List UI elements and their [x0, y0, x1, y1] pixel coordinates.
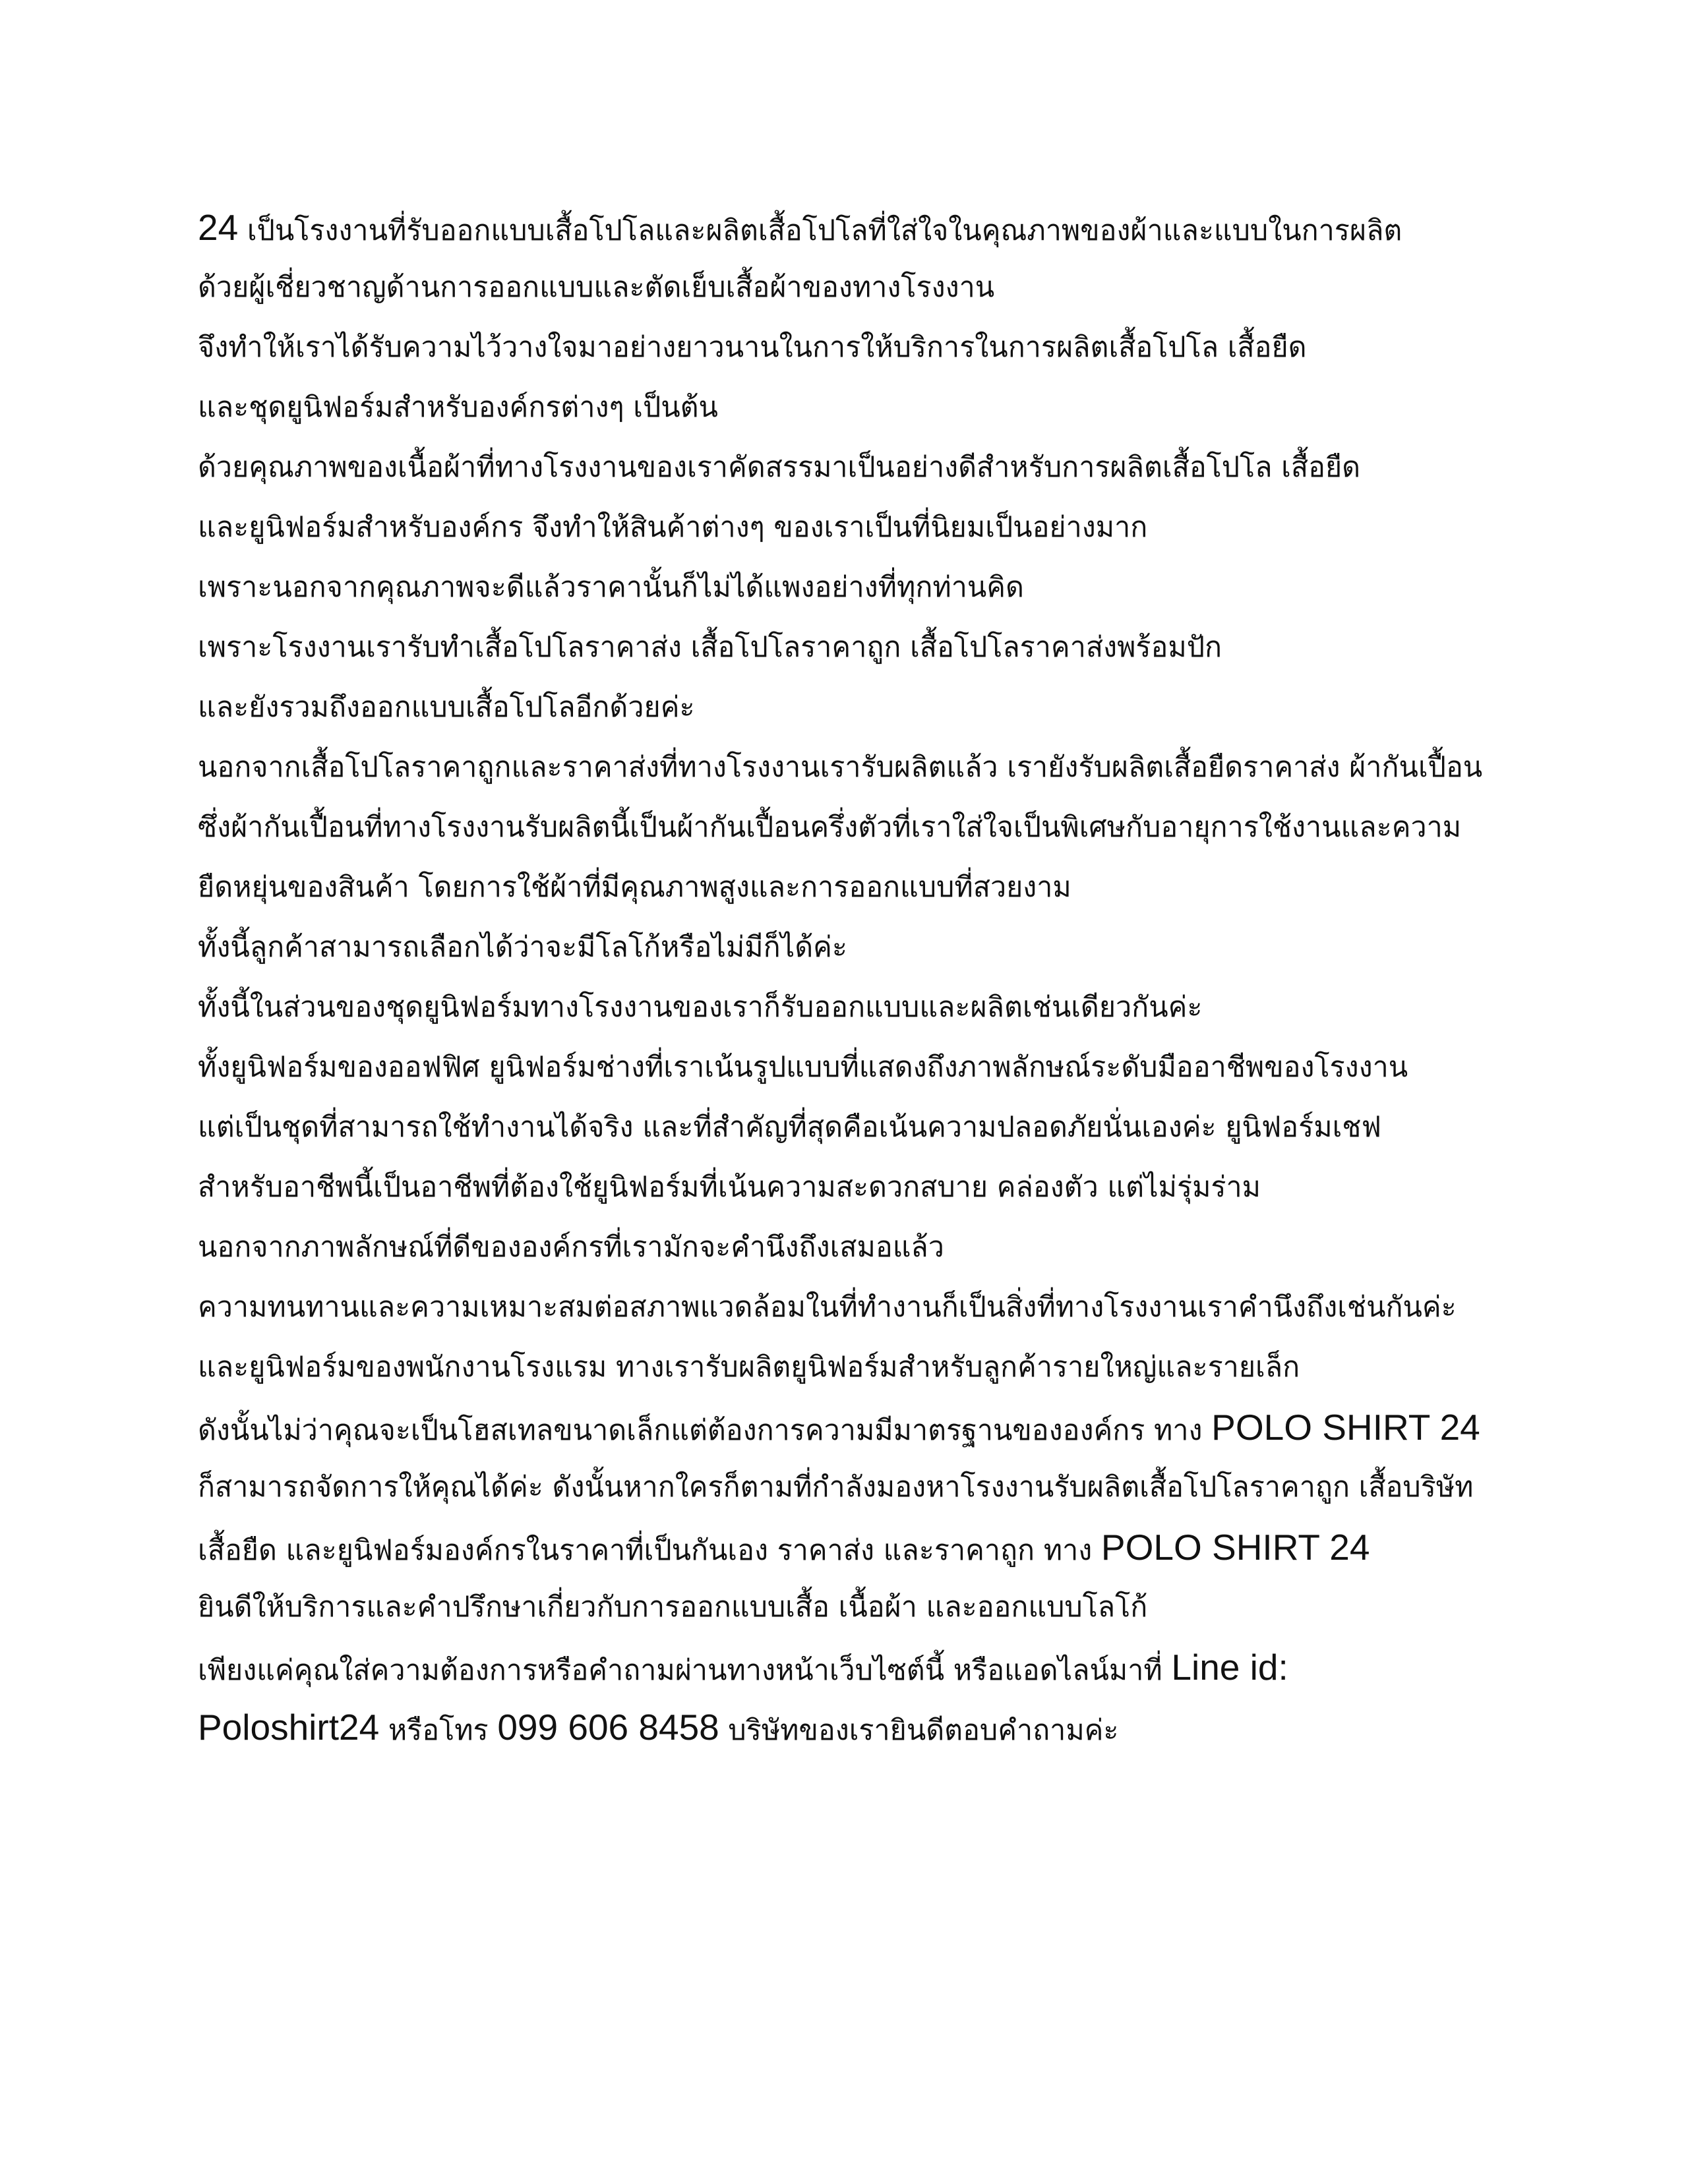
text-line-thai: เพียงแค่คุณใส่ความต้องการหรือคำถามผ่านทางหน้าเว็บไซต์นี้ หรือแอดไลน์มาที่ — [198, 1654, 1172, 1687]
text-line: ก็สามารถจัดการให้คุณได้ค่ะ ดังนั้นหากใครก็ตามที่กำลังมองหาโรงงานรับผลิตเสื้อโปโลราคาถูก เสื้อบริษัท — [198, 1471, 1474, 1504]
text-line: ยินดีให้บริการและคำปรึกษาเกี่ยวกับการออกแบบเสื้อ เนื้อผ้า และออกแบบโลโก้ — [198, 1591, 1148, 1624]
text-line: ทั้งนี้ในส่วนของชุดยูนิฟอร์มทางโรงงานของเราก็รับออกแบบและผลิตเช่นเดียวกันค่ะ — [198, 991, 1203, 1024]
text-line: ด้วยผู้เชี่ยวชาญด้านการออกแบบและตัดเย็บเสื้อผ้าของทางโรงงาน — [198, 271, 995, 304]
text-line — [198, 1518, 1517, 1578]
text-line-thai: ดังนั้นไม่ว่าคุณจะเป็นโฮสเทลขนาดเล็กแต่ต้องการความมีมาตรฐานขององค์กร ทาง — [198, 1414, 1212, 1447]
text-line: และยูนิฟอร์มสำหรับองค์กร จึงทำให้สินค้าต่างๆ ของเราเป็นที่นิยมเป็นอย่างมาก — [198, 511, 1148, 544]
text-line: ทั้งยูนิฟอร์มของออฟฟิศ ยูนิฟอร์มช่างที่เราเน้นรูปแบบที่แสดงถึงภาพลักษณ์ระดับมืออาชีพของโรงงาน — [198, 1051, 1408, 1084]
text-line-thai: เป็นโรงงานที่รับออกแบบเสื้อโปโลและผลิตเสื้อโปโลที่ใส่ใจในคุณภาพของผ้าและแบบในการผลิต — [238, 214, 1402, 247]
text-line-latin: POLO SHIRT 24 — [1211, 1407, 1480, 1448]
text-line: นอกจากภาพลักษณ์ที่ดีขององค์กรที่เรามักจะคำนึงถึงเสมอแล้ว — [198, 1231, 944, 1264]
text-line: ยืดหยุ่นของสินค้า โดยการใช้ผ้าที่มีคุณภาพสูงและการออกแบบที่สวยงาม — [198, 871, 1071, 904]
text-line-latin: 24 — [198, 207, 239, 248]
text-line: ซึ่งผ้ากันเปื้อนที่ทางโรงงานรับผลิตนี้เป็นผ้ากันเปื้อนครึ่งตัวที่เราใส่ใจเป็นพิเศษกับอายุการใช้งานและความ — [198, 811, 1462, 844]
text-line: เพราะโรงงานเรารับทำเสื้อโปโลราคาส่ง เสื้อโปโลราคาถูก เสื้อโปโลราคาส่งพร้อมปัก — [198, 631, 1222, 664]
text-line-latin: Poloshirt24 — [198, 1707, 380, 1748]
text-line — [198, 1638, 1517, 1697]
text-line: ความทนทานและความเหมาะสมต่อสภาพแวดล้อมในที่ทำงานก็เป็นสิ่งที่ทางโรงงานเราคำนึงถึงเช่นกันค่ะ — [198, 1291, 1457, 1324]
text-line — [198, 198, 1517, 258]
text-line — [198, 1697, 1517, 1757]
phone-number: 099 606 8458 — [497, 1707, 719, 1748]
document-body — [198, 198, 1517, 1757]
text-line: ทั้งนี้ลูกค้าสามารถเลือกได้ว่าจะมีโลโก้หรือไม่มีก็ได้ค่ะ — [198, 931, 848, 964]
text-line: สำหรับอาชีพนี้เป็นอาชีพที่ต้องใช้ยูนิฟอร์มที่เน้นความสะดวกสบาย คล่องตัว แต่ไม่รุ่มร่าม — [198, 1171, 1261, 1204]
text-line: และยูนิฟอร์มของพนักงานโรงแรม ทางเรารับผลิตยูนิฟอร์มสำหรับลูกค้ารายใหญ่และรายเล็ก — [198, 1351, 1300, 1384]
text-line: แต่เป็นชุดที่สามารถใช้ทำงานได้จริง และที่สำคัญที่สุดคือเน้นความปลอดภัยนั่นเองค่ะ ยูนิฟอร์มเชฟ — [198, 1111, 1381, 1144]
text-line: จึงทำให้เราได้รับความไว้วางใจมาอย่างยาวนานในการให้บริการในการผลิตเสื้อโปโล เสื้อยืด — [198, 331, 1307, 364]
text-line: และชุดยูนิฟอร์มสำหรับองค์กรต่างๆ เป็นต้น — [198, 391, 718, 424]
text-line: เพราะนอกจากคุณภาพจะดีแล้วราคานั้นก็ไม่ได้แพงอย่างที่ทุกท่านคิด — [198, 571, 1024, 604]
text-line-latin: POLO SHIRT 24 — [1100, 1527, 1370, 1568]
text-line: ด้วยคุณภาพของเนื้อผ้าที่ทางโรงงานของเราคัดสรรมาเป็นอย่างดีสำหรับการผลิตเสื้อโปโล เสื้อยืด — [198, 451, 1361, 484]
text-line-thai: หรือโทร — [379, 1714, 498, 1747]
text-line-latin: Line id: — [1171, 1647, 1288, 1688]
text-line: นอกจากเสื้อโปโลราคาถูกและราคาส่งที่ทางโรงงานเรารับผลิตแล้ว เรายังรับผลิตเสื้อยืดราคาส่ง ผ้ากันเปื้อน — [198, 751, 1483, 784]
text-line — [198, 1398, 1517, 1458]
text-line-thai: บริษัทของเรายินดีตอบคำถามค่ะ — [719, 1714, 1119, 1747]
text-line: และยังรวมถึงออกแบบเสื้อโปโลอีกด้วยค่ะ — [198, 691, 695, 724]
text-line-thai: เสื้อยืด และยูนิฟอร์มองค์กรในราคาที่เป็นกันเอง ราคาส่ง และราคาถูก ทาง — [198, 1534, 1101, 1567]
